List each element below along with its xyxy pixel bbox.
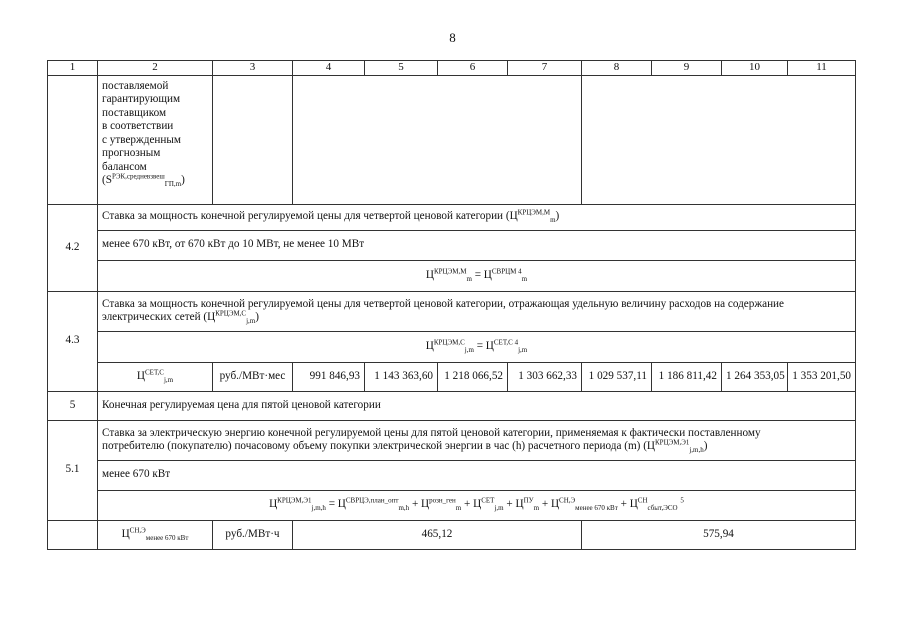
section-title: Конечная регулируемая цена для пятой ценовой категории — [98, 391, 856, 420]
header-cell: 4 — [293, 61, 365, 76]
value-cell: 991 846,93 — [293, 362, 365, 391]
range-text: менее 670 кВт — [98, 460, 856, 490]
tariff-table — [47, 60, 856, 550]
value-cell: 1 218 066,52 — [438, 362, 508, 391]
header-cell: 2 — [98, 61, 213, 76]
value-cell: 465,12 — [293, 520, 582, 549]
header-cell: 6 — [438, 61, 508, 76]
formula: $Ц^{КРЦЭМ,М}_m = Ц^{СВРЦМ 4}_m$ — [98, 260, 856, 291]
header-cell: 5 — [365, 61, 438, 76]
value-cell: 1 029 537,11 — [582, 362, 652, 391]
unit: руб./МВт·мес — [213, 362, 293, 391]
section-number: 4.3 — [48, 291, 98, 391]
header-cell: 9 — [652, 61, 722, 76]
header-cell: 8 — [582, 61, 652, 76]
section-number: 5 — [48, 391, 98, 420]
header-cell: 1 — [48, 61, 98, 76]
header-row — [48, 61, 856, 76]
value-cell: 1 353 201,50 — [788, 362, 856, 391]
section-title: Ставка за электрическую энергию конечной регулируемой цены для пятой ценовой категории, применяемая к фактически поставленному потребителю (покупателю) почасовому объему покупки электрической энергии в час (h) расчетного периода (m) $(Ц^{КРЦЭМ,Э1}_{j,m,h})$ — [98, 420, 856, 460]
page-number: 8 — [449, 30, 456, 45]
section-5-1-formula-row — [48, 490, 856, 520]
section-4-2-title-row — [48, 204, 856, 230]
section-4-3-title-row — [48, 291, 856, 331]
symbol: $(S^{РЭК,средневзвеш}_{ГП,m})$ — [102, 172, 185, 189]
formula: $Ц^{КРЦЭМ,Э1}_{j,m,h} = Ц^{СВРЦЭ,план\_опт}_{m,h} + Ц^{розн\_ген}_m + Ц^{СЕТ}_{j,m} + Ц^{ПУ}_m + Ц^{СН,Э}_{менее 670 кВт} + Ц^{СН}_{сбыт,ЭСО}$ $^5$ — [98, 490, 856, 520]
value-cell: 1 143 363,60 — [365, 362, 438, 391]
section-5-1-values-row — [48, 520, 856, 549]
header-cell: 11 — [788, 61, 856, 76]
value-symbol: $Ц^{СН,Э}_{менее 670 кВт}$ — [98, 520, 213, 549]
section-4-3-formula-row — [48, 331, 856, 362]
header-cell: 7 — [508, 61, 582, 76]
section-4-3-values-row — [48, 362, 856, 391]
section-number: 5.1 — [48, 420, 98, 520]
section-4-2-range-row — [48, 230, 856, 260]
unit: руб./МВт·ч — [213, 520, 293, 549]
header-cell: 3 — [213, 61, 293, 76]
value-cell: 1 186 811,42 — [652, 362, 722, 391]
header-cell: 10 — [722, 61, 788, 76]
section-5-row — [48, 391, 856, 420]
continuation-text: поставляемой гарантирующим поставщиком в соответствии с утвержденным прогнозным балансом $(S^{РЭК,средневзвеш}_{ГП,m})$ — [98, 75, 213, 204]
value-cell: 575,94 — [582, 520, 856, 549]
value-cell: 1 264 353,05 — [722, 362, 788, 391]
continuation-row — [48, 75, 856, 204]
section-number: 4.2 — [48, 204, 98, 291]
section-4-2-formula-row — [48, 260, 856, 291]
value-symbol: $Ц^{СЕТ,С}_{j,m}$ — [98, 362, 213, 391]
formula: $Ц^{КРЦЭМ,С}_{j,m} = Ц^{СЕТ,С 4}_{j,m}$ — [98, 331, 856, 362]
section-5-1-range-row — [48, 460, 856, 490]
section-5-1-title-row — [48, 420, 856, 460]
value-cell: 1 303 662,33 — [508, 362, 582, 391]
section-title: Ставка за мощность конечной регулируемой цены для четвертой ценовой категории $(Ц^{КРЦЭМ,М}_m)$ — [98, 204, 856, 230]
range-text: менее 670 кВт, от 670 кВт до 10 МВт, не менее 10 МВт — [98, 230, 856, 260]
section-title: Ставка за мощность конечной регулируемой цены для четвертой ценовой категории, отражающая удельную величину расходов на содержание электрических сетей $(Ц^{КРЦЭМ,С}_{j,m})$ — [98, 291, 856, 331]
